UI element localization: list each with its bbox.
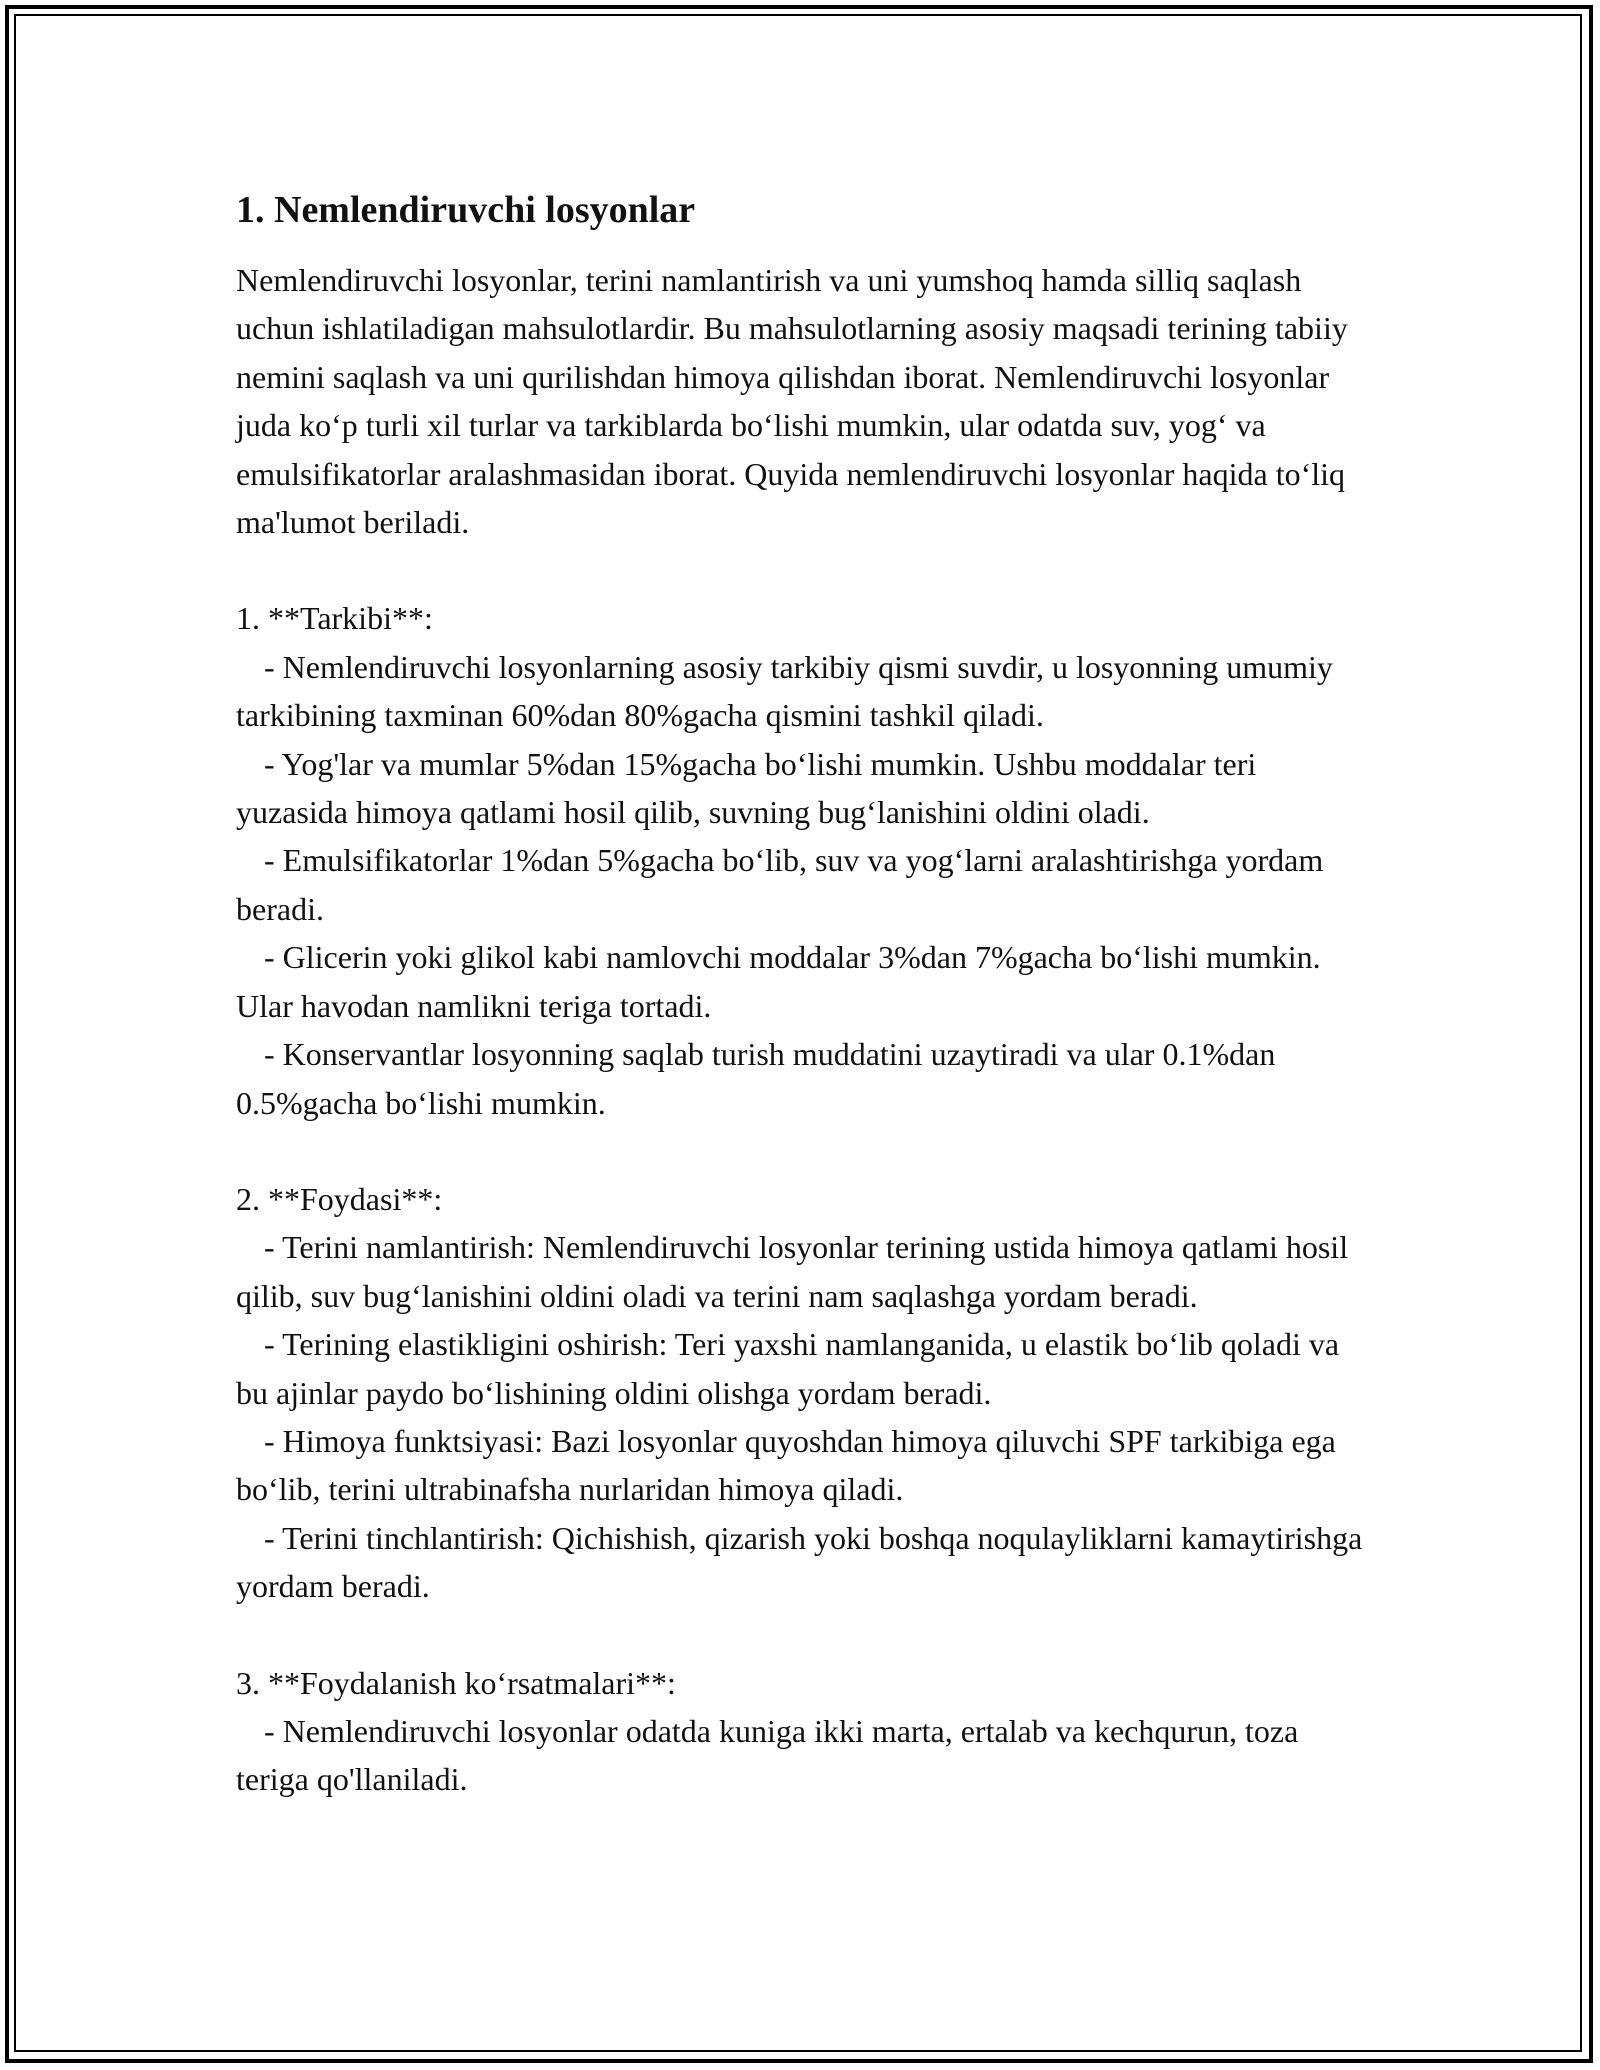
list-item: - Emulsifikatorlar 1%dan 5%gacha boʻlib, suv va yogʻlarni aralashtirishga yordam beradi.: [236, 842, 1324, 927]
list-item: - Nemlendiruvchi losyonlarning asosiy tarkibiy qismi suvdir, u losyonning umumiy tarkibining taxminan 60%dan 80%gacha qismini tashkil qiladi.: [236, 648, 1333, 734]
intro-paragraph: Nemlendiruvchi losyonlar, terini namlantirish va uni yumshoq hamda silliq saqlash uchun ishlatiladigan mahsulotlardir. Bu mahsulotlarning asosiy maqsadi terining tabiiy nemini saqlash va uni qurilishdan himoya qilishdan iborat. Nemlendiruvchi losyonlar juda koʻp turli xil turlar va tarkiblarda boʻlishi mumkin, ular odatda suv, yogʻ va emulsifikatorlar aralashmasidan iborat. Quyida nemlendiruvchi losyonlar haqida toʻliq ma'lumot beriladi.: [236, 262, 1348, 541]
document-body: [236, 186, 1376, 1804]
list-item: - Yog'lar va mumlar 5%dan 15%gacha boʻlishi mumkin. Ushbu moddalar teri yuzasida himoya qatlami hosil qilib, suvning bugʻlanishini oldini oladi.: [236, 745, 1257, 831]
list-item: - Terini namlantirish: Nemlendiruvchi losyonlar terining ustida himoya qatlami hosil qilib, suv bugʻlanishini oldini oladi va terini nam saqlashga yordam beradi.: [236, 1229, 1349, 1314]
list-item: - Terining elastikligini oshirish: Teri yaxshi namlanganida, u elastik boʻlib qoladi va bu ajinlar paydo boʻlishining oldini olishga yordam beradi.: [236, 1326, 1340, 1411]
list-item: - Konservantlar losyonning saqlab turish muddatini uzaytiradi va ular 0.1%dan 0.5%gacha boʻlishi mumkin.: [236, 1036, 1276, 1121]
section-heading: 3. **Foydalanish koʻrsatmalari**:: [236, 1664, 676, 1701]
spacer: [236, 546, 1376, 594]
page-title: 1. Nemlendiruvchi losyonlar: [236, 189, 696, 231]
section-heading: 2. **Foydasi**:: [236, 1180, 443, 1217]
list-item: - Terini tinchlantirish: Qichishish, qizarish yoki boshqa noqulayliklarni kamaytirishga yordam beradi.: [236, 1519, 1363, 1605]
spacer: [236, 1127, 1376, 1175]
list-item: - Himoya funktsiyasi: Bazi losyonlar quyoshdan himoya qiluvchi SPF tarkibiga ega boʻlib, terini ultrabinafsha nurlaridan himoya qiladi.: [236, 1422, 1336, 1508]
section-usage: [236, 1659, 1376, 1804]
spacer: [236, 1611, 1376, 1659]
section-benefits: [236, 1175, 1376, 1611]
section-composition: [236, 594, 1376, 1126]
section-heading: 1. **Tarkibi**:: [236, 600, 433, 637]
list-item: - Glicerin yoki glikol kabi namlovchi moddalar 3%dan 7%gacha boʻlishi mumkin. Ular havodan namlikni teriga tortadi.: [236, 939, 1321, 1024]
list-item: - Nemlendiruvchi losyonlar odatda kuniga ikki marta, ertalab va kechqurun, toza teriga qo'llaniladi.: [236, 1712, 1299, 1798]
